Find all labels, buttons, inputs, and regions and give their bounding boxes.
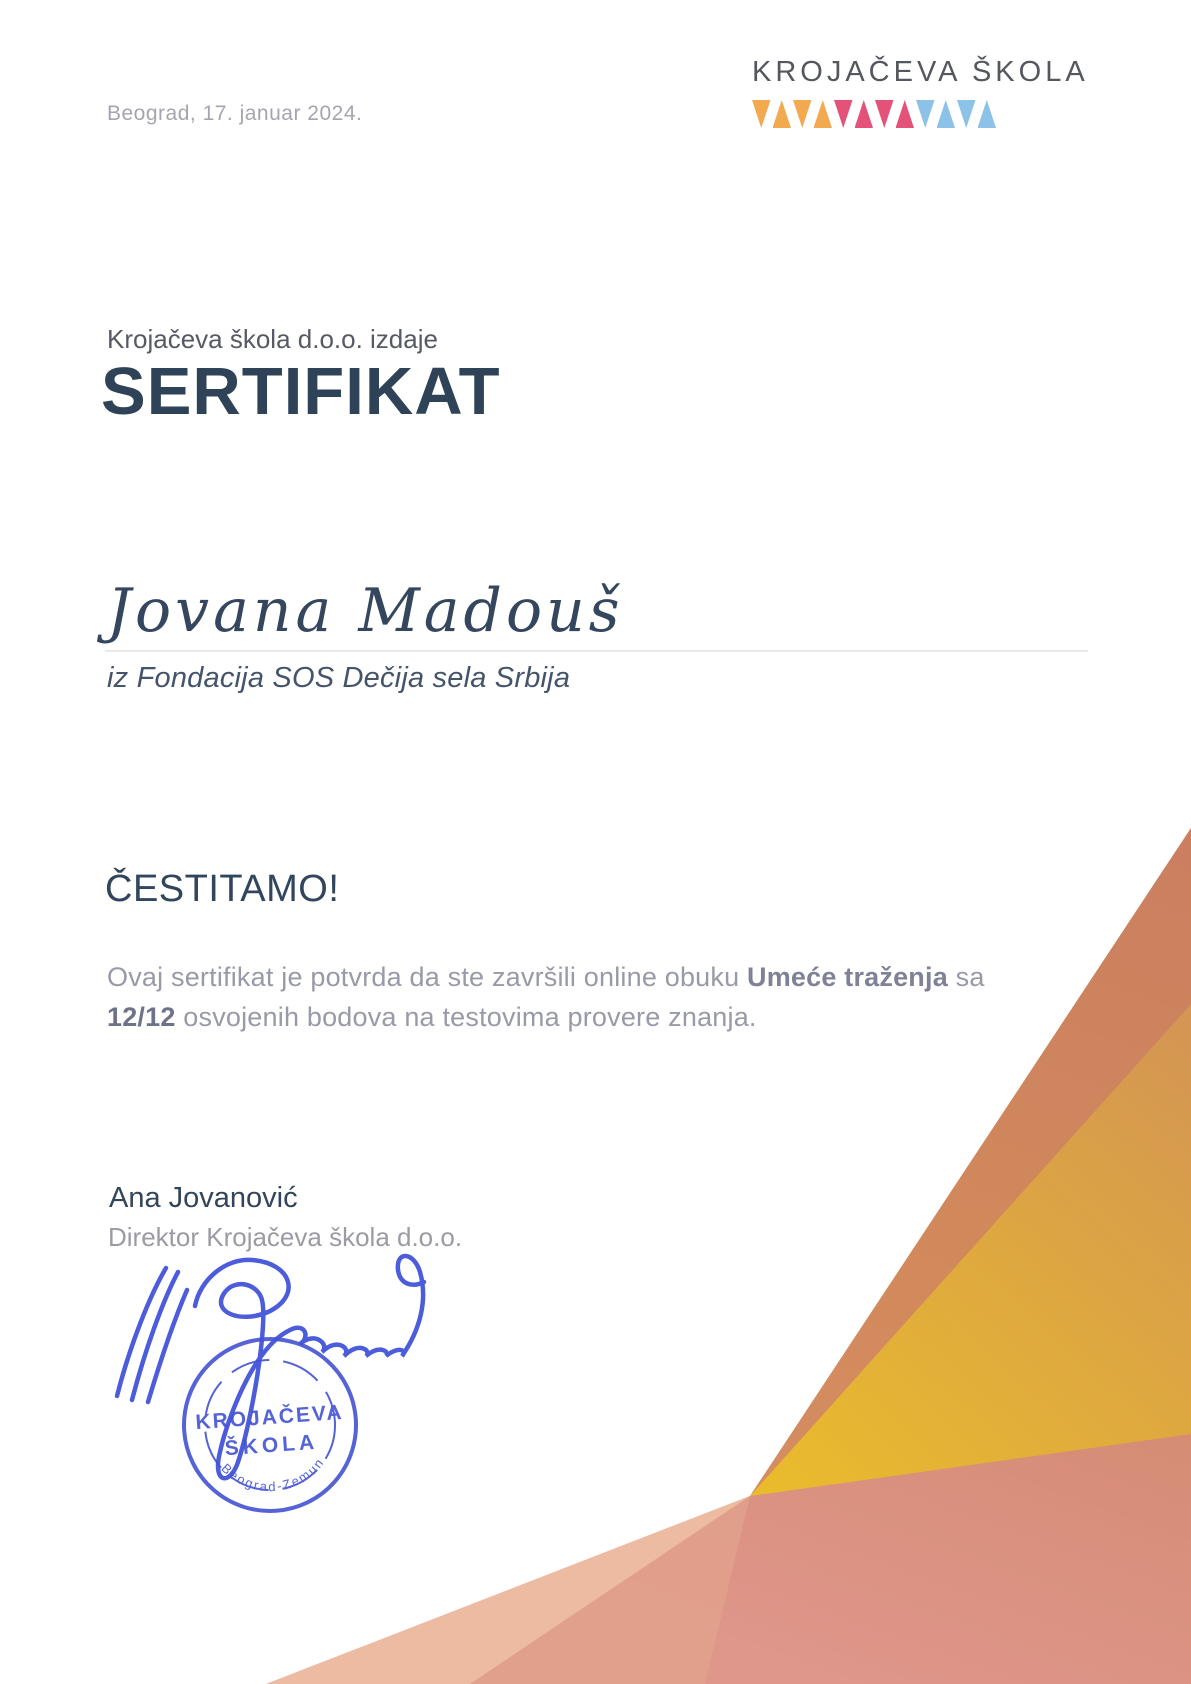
stamp-text-line2: ŠKOLA (223, 1430, 319, 1461)
logo-triangle-up (855, 100, 874, 128)
logo-triangle-down (916, 100, 935, 128)
school-logo-name: KROJAČEVA ŠKOLA (752, 56, 1089, 88)
logo-triangle-up (937, 100, 956, 128)
issue-date: Beograd, 17. januar 2024. (107, 102, 363, 125)
logo-triangle-up (896, 100, 915, 128)
body-text-1: Ovaj sertifikat je potvrda da ste završili online obuku (107, 962, 748, 992)
logo-triangle-down (875, 100, 894, 128)
recipient-origin: iz Fondacija SOS Dečija sela Srbija (107, 662, 571, 694)
congrats-heading: ČESTITAMO! (105, 868, 340, 910)
director-name: Ana Jovanović (109, 1182, 298, 1214)
logo-triangles-strip (752, 100, 998, 128)
logo-triangle-up (978, 100, 997, 128)
recipient-name: Jovana Madouš (107, 576, 624, 646)
body-text-2: sa (947, 962, 985, 992)
issuer-line: Krojačeva škola d.o.o. izdaje (107, 324, 438, 354)
logo-triangle-up (814, 100, 833, 128)
body-text-3: osvojenih bodova na testovima provere znanja. (175, 1002, 757, 1032)
school-logo (752, 56, 1092, 128)
logo-triangle-down (834, 100, 853, 128)
logo-triangle-up (773, 100, 792, 128)
name-underline (105, 650, 1088, 652)
course-name: Umeće traženja (747, 962, 948, 992)
logo-triangle-down (957, 100, 976, 128)
stamp-text-line1: KROJAČEVA (194, 1400, 345, 1435)
certificate-body (107, 957, 1087, 1037)
certificate-title: SERTIFIKAT (101, 354, 501, 429)
score-value: 12/12 (107, 1002, 176, 1032)
director-title: Direktor Krojačeva škola d.o.o. (108, 1222, 463, 1252)
logo-triangle-down (793, 100, 812, 128)
stamp-bottom-curved-text: Beograd-Zemun (218, 1454, 328, 1495)
logo-triangle-down (752, 100, 771, 128)
